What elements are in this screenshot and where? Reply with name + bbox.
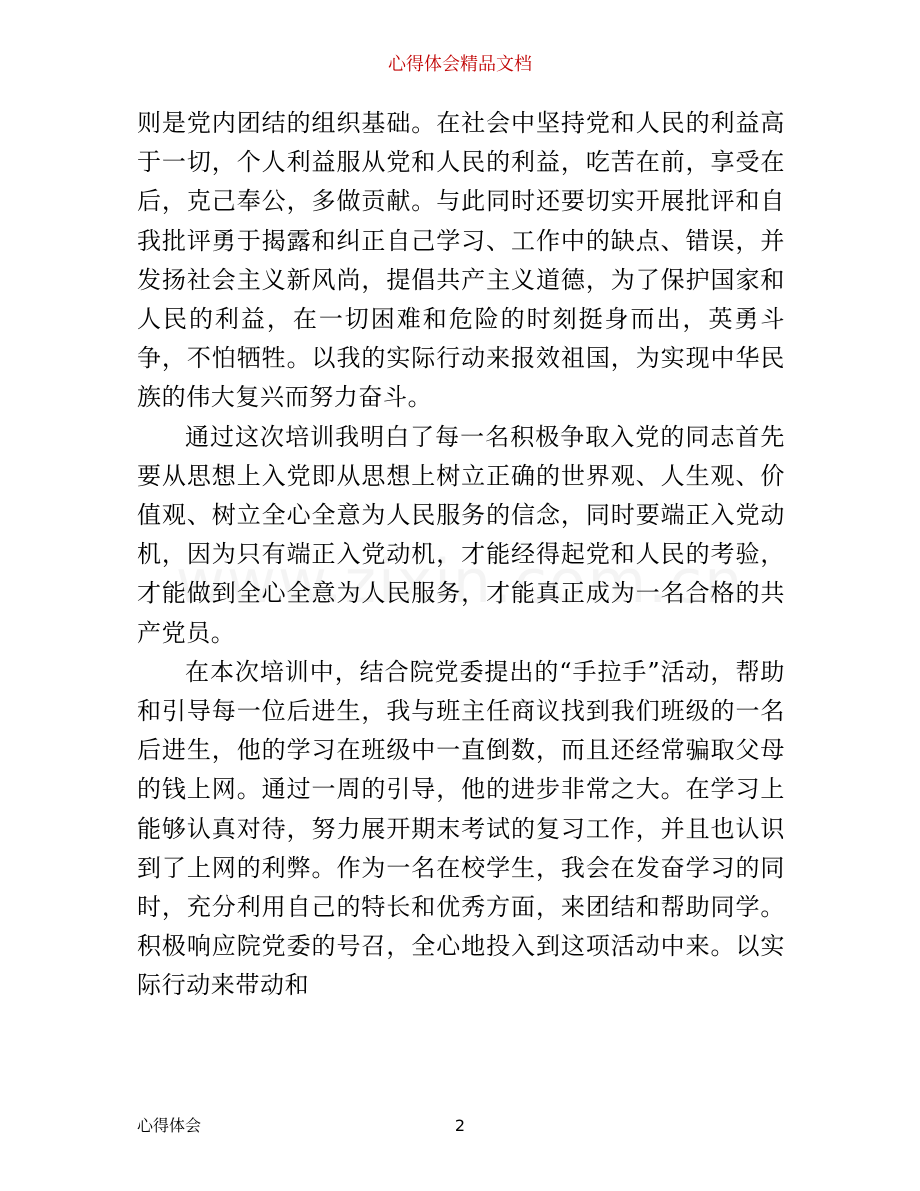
paragraph-3: 在本次培训中，结合院党委提出的“手拉手”活动，帮助和引导每一位后进生，我与班主任商议找到我们班级的一名后进生，他的学习在班级中一直倒数，而且还经常骗取父母的钱上网。通过一周的引导，他的进步非常之大。在学习上能够认真对待，努力展开期末考试的复习工作，并且也认识到了上网的利弊。作为一名在校学生，我会在发奋学习的同时，充分利用自己的特长和优秀方面，来团结和帮助同学。积极响应院党委的号召，全心地投入到这项活动中来。以实际行动来带动和 (137, 657, 785, 1000)
footer-label: 心得体会 (137, 1116, 202, 1135)
paragraph-1: 则是党内团结的组织基础。在社会中坚持党和人民的利益高于一切，个人利益服从党和人民的利益，吃苦在前，享受在后，克己奉公，多做贡献。与此同时还要切实开展批评和自我批评勇于揭露和纠正自己学习、工作中的缺点、错误，并发扬社会主义新风尚，提倡共产主义道德，为了保护国家和人民的利益，在一切困难和危险的时刻挺身而出，英勇斗争，不怕牺牲。以我的实际行动来报效祖国，为实现中华民族的伟大复兴而努力奋斗。 (137, 109, 785, 412)
page-number: 2 (454, 1116, 466, 1135)
document-body (137, 104, 785, 1006)
paragraph-2: 通过这次培训我明白了每一名积极争取入党的同志首先要从思想上入党即从思想上树立正确的世界观、人生观、价值观、树立全心全意为人民服务的信念，同时要端正入党动机，因为只有端正入党动机，才能经得起党和人民的考验，才能做到全心全意为人民服务，才能真正成为一名合格的共产党员。 (137, 422, 785, 647)
document-header-title: 心得体会精品文档 (388, 54, 532, 75)
